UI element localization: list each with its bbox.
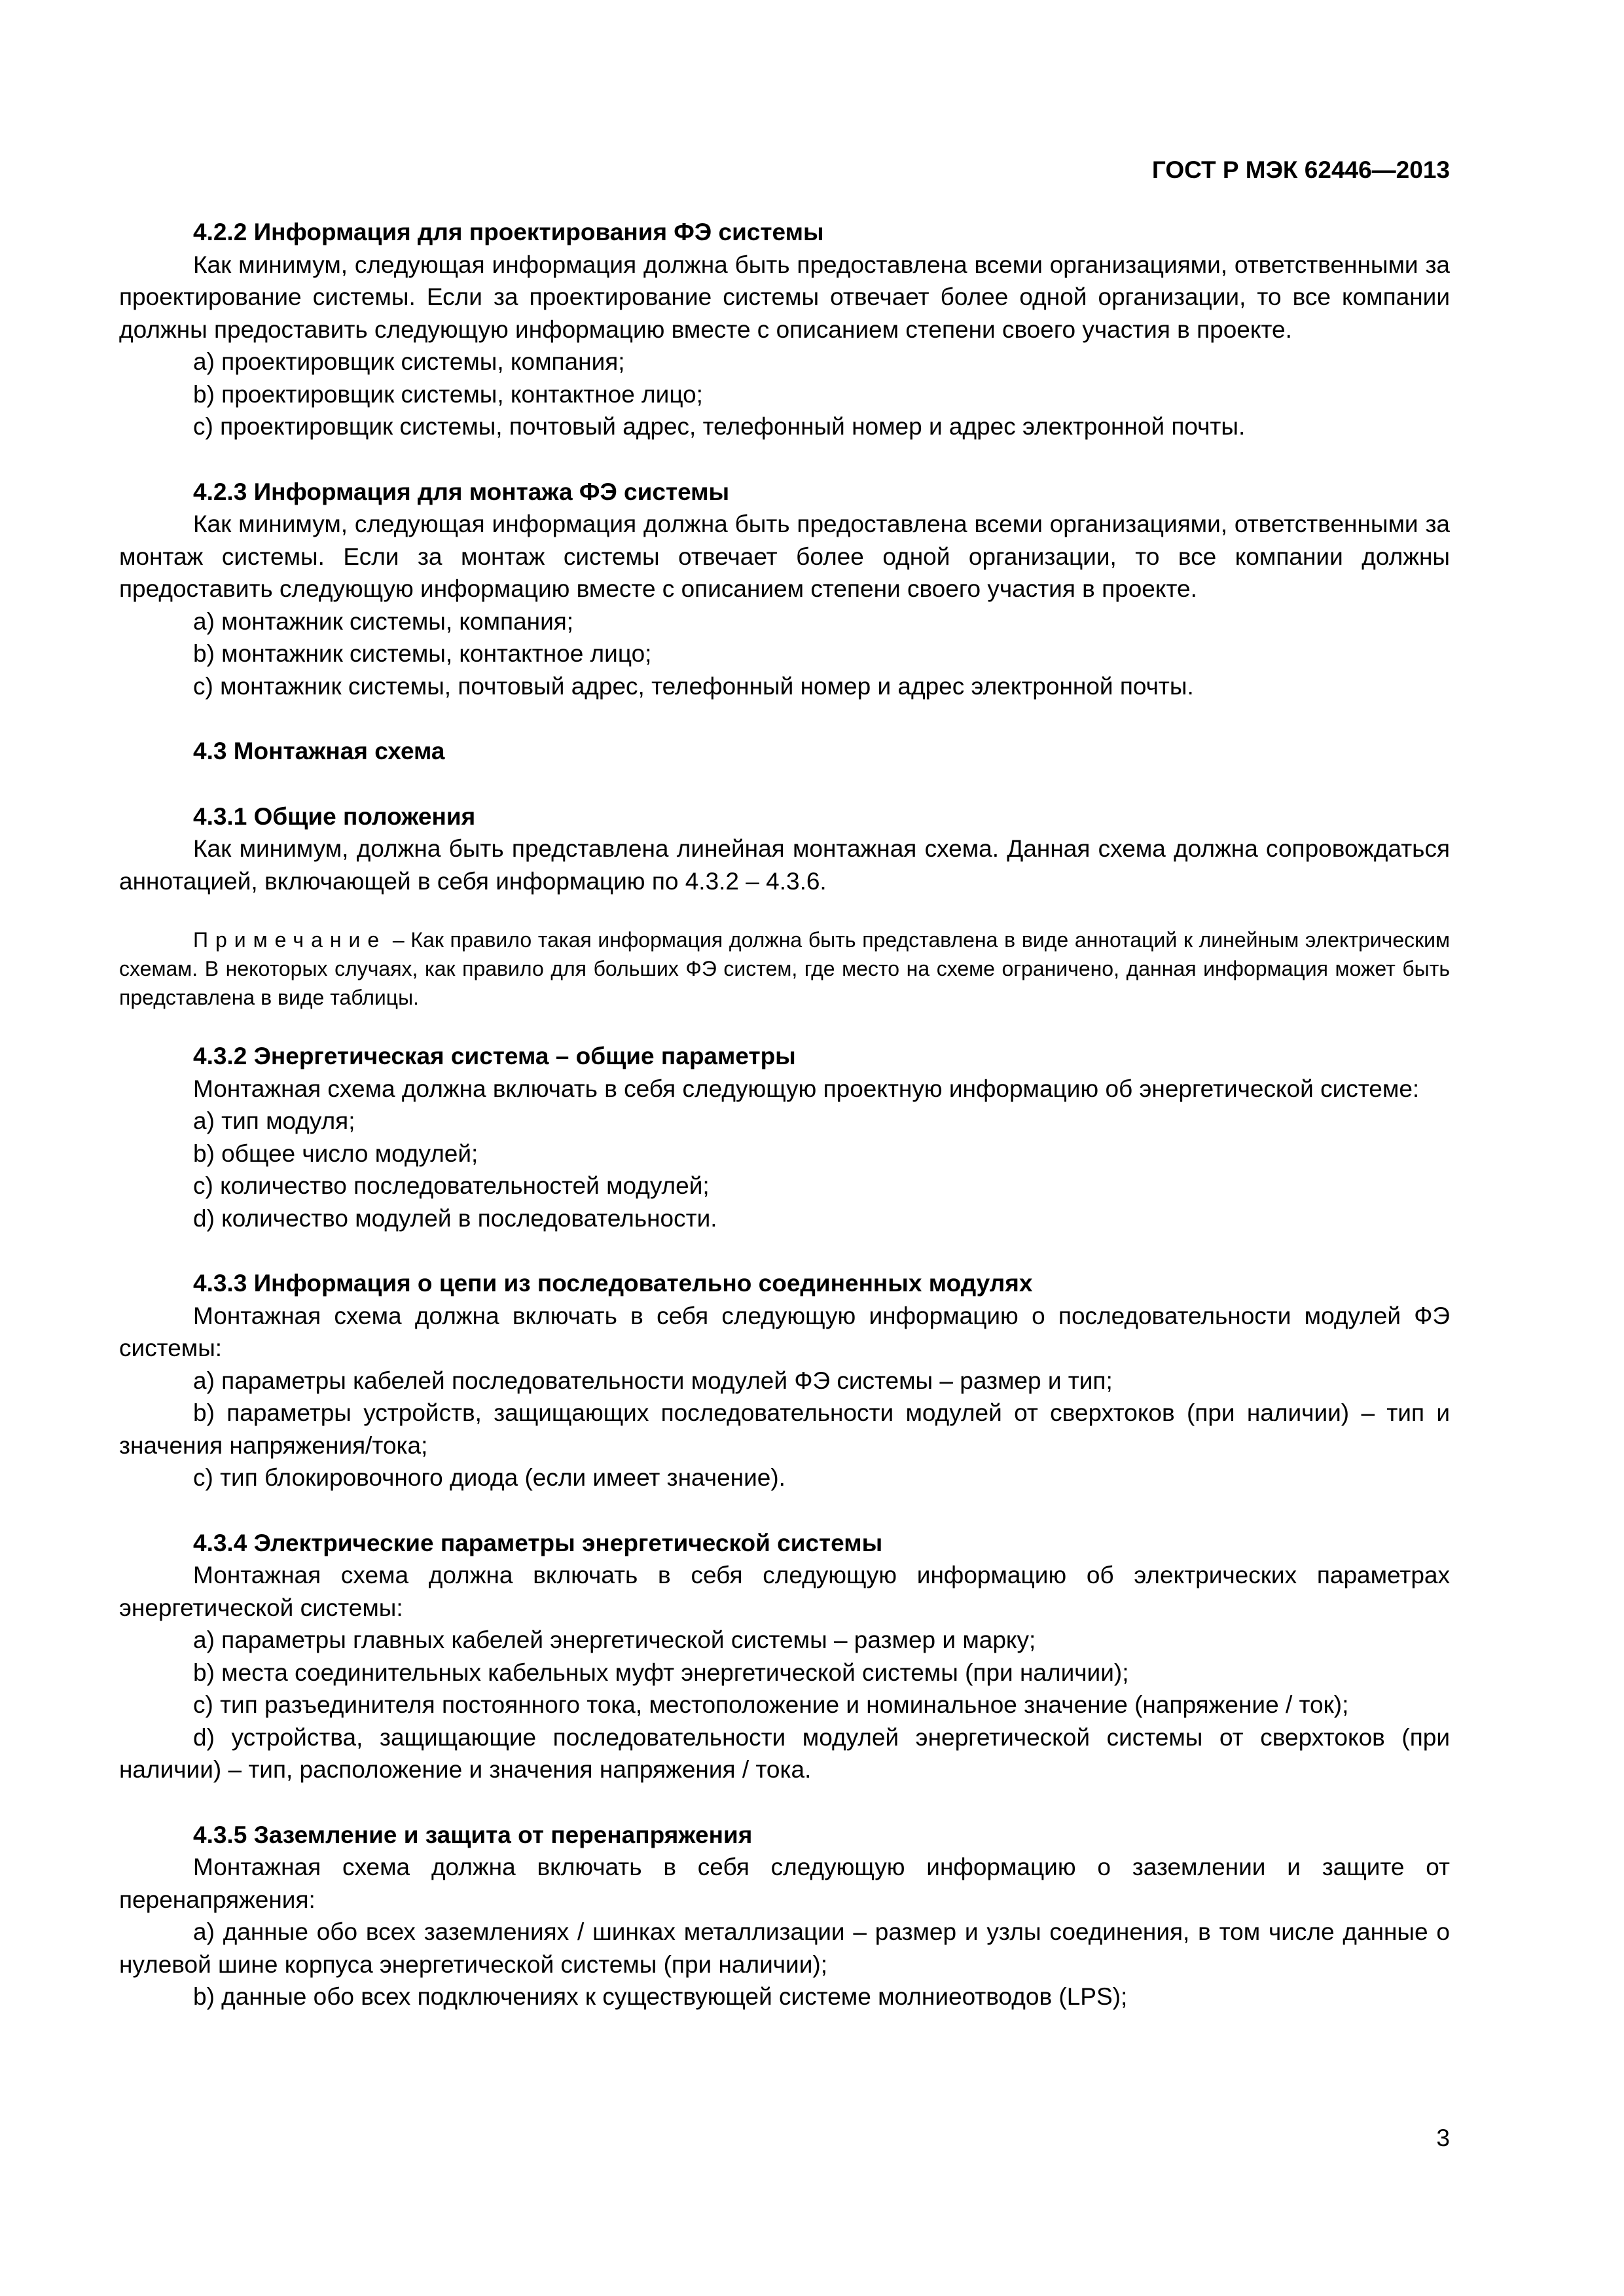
list-item: c) тип разъединителя постоянного тока, местоположение и номинальное значение (напряжение / ток); [193,1691,1349,1718]
page-number: 3 [1436,2125,1450,2151]
section-heading: 4.3.4 Электрические параметры энергетической системы [193,1529,883,1556]
document-header: ГОСТ Р МЭК 62446—2013 [1151,156,1450,183]
section-paragraph: Как минимум, следующая информация должна быть предоставлена всеми организациями, ответственными за монтаж системы. Если за монтаж системы отвечает более одной организации, то все компании должны предоставить следующую информацию вместе с описанием степени своего участия в проекте. [119,511,1450,602]
note [119,925,1450,1012]
list-item: b) монтажник системы, контактное лицо; [193,640,652,667]
document-body [119,216,1450,2013]
list-item: c) монтажник системы, почтовый адрес, телефонный номер и адрес электронной почты. [193,672,1194,700]
list-item: b) общее число модулей; [193,1139,478,1167]
section-heading: 4.2.3 Информация для монтажа ФЭ системы [193,478,730,505]
list-item: b) места соединительных кабельных муфт энергетической системы (при наличии); [193,1659,1129,1686]
section-paragraph: Как минимум, должна быть представлена линейная монтажная схема. Данная схема должна сопровождаться аннотацией, включающей в себя информацию по 4.3.2 – 4.3.6. [119,835,1450,895]
note-label: Примечание [193,928,387,952]
section-paragraph: Монтажная схема должна включать в себя следующую информацию о заземлении и защите от перенапряжения: [119,1854,1450,1913]
list-item: a) тип модуля; [193,1107,355,1134]
section-heading: 4.3.5 Заземление и защита от перенапряжения [193,1821,753,1848]
section-heading: 4.3 Монтажная схема [193,738,445,764]
section-paragraph: Монтажная схема должна включать в себя следующую проектную информацию об энергетической системе: [193,1075,1420,1102]
section-paragraph: Как минимум, следующая информация должна быть предоставлена всеми организациями, ответственными за проектирование системы. Если за проектирование системы отвечает более одной организации, то все компании должны предоставить следующую информацию вместе с описанием степени своего участия в проекте. [119,251,1450,343]
list-item: a) параметры главных кабелей энергетической системы – размер и марку; [193,1626,1036,1653]
section-heading: 4.2.2 Информация для проектирования ФЭ системы [193,219,824,245]
list-item: b) проектировщик системы, контактное лицо; [193,380,703,408]
list-item: a) данные обо всех заземлениях / шинках металлизации – размер и узлы соединения, в том числе данные о нулевой шине корпуса энергетической системы (при наличии); [119,1918,1450,1978]
list-item: a) проектировщик системы, компания; [193,348,625,375]
list-item: c) количество последовательностей модулей; [193,1172,710,1199]
list-item: c) проектировщик системы, почтовый адрес, телефонный номер и адрес электронной почты. [193,413,1246,440]
section-heading: 4.3.2 Энергетическая система – общие параметры [193,1043,796,1069]
section-paragraph: Монтажная схема должна включать в себя следующую информацию о последовательности модулей ФЭ системы: [119,1302,1450,1361]
note-text: – Как правило такая информация должна быть представлена в виде аннотаций к линейным электрическим схемам. В некоторых случаях, как правило для больших ФЭ систем, где место на схеме ограничено, данная информация может быть представлена в виде таблицы. [119,928,1450,1009]
list-item: c) тип блокировочного диода (если имеет значение). [193,1464,785,1491]
list-item: b) данные обо всех подключениях к существующей системе молниеотводов (LPS); [193,1983,1128,2010]
list-item: d) количество модулей в последовательности. [193,1204,717,1232]
list-item: d) устройства, защищающие последовательности модулей энергетической системы от сверхтоков (при наличии) – тип, расположение и значения напряжения / тока. [119,1723,1450,1783]
list-item: b) параметры устройств, защищающих последовательности модулей от сверхтоков (при наличии) – тип и значения напряжения/тока; [119,1399,1450,1459]
list-item: a) параметры кабелей последовательности модулей ФЭ системы – размер и тип; [193,1367,1113,1394]
section-heading: 4.3.1 Общие положения [193,802,476,830]
section-paragraph: Монтажная схема должна включать в себя следующую информацию об электрических параметрах энергетической системы: [119,1562,1450,1621]
list-item: a) монтажник системы, компания; [193,607,574,635]
section-heading: 4.3.3 Информация о цепи из последовательно соединенных модулях [193,1270,1033,1297]
